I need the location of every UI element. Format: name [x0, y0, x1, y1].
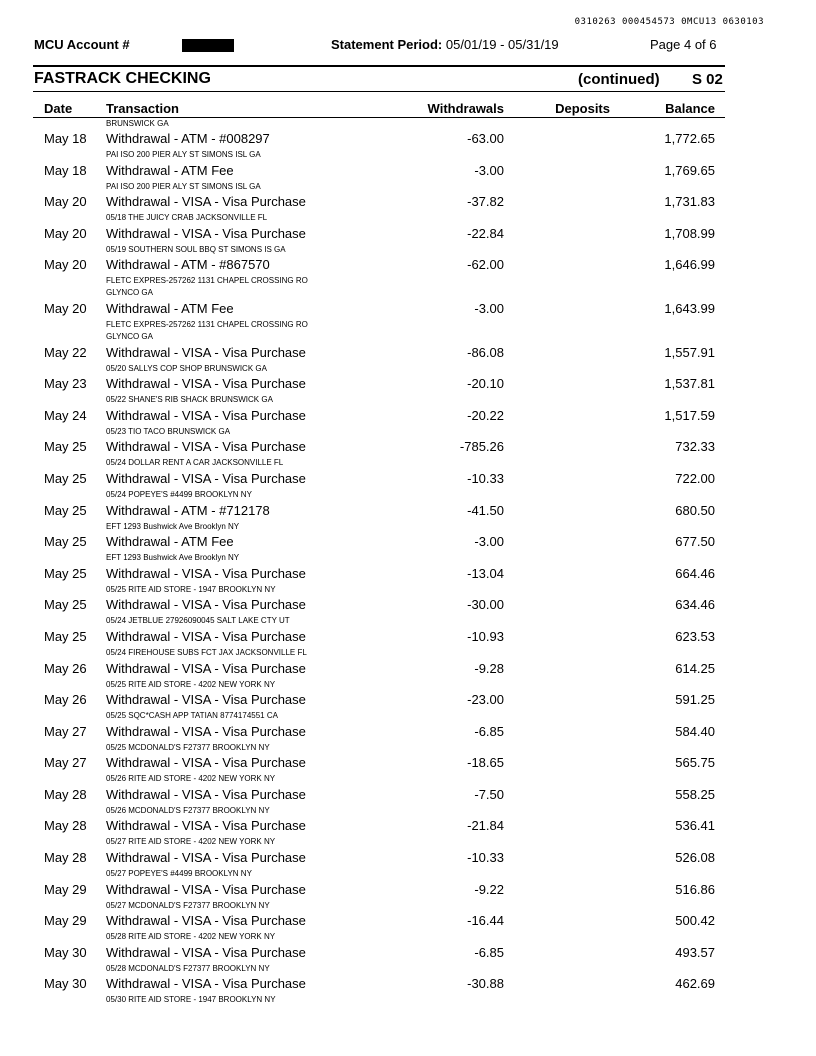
transaction-date: May 18 [44, 162, 87, 178]
transaction-row [0, 503, 816, 535]
transaction-withdrawal: -13.04 [467, 565, 504, 581]
transaction-row [0, 976, 816, 1008]
transaction-balance: 1,646.99 [664, 257, 715, 273]
transaction-row [0, 850, 816, 882]
transaction-detail: 05/27 MCDONALD'S F27377 BROOKLYN NY [106, 900, 270, 910]
transaction-withdrawal: -9.22 [474, 881, 504, 897]
column-header-date: Date [44, 101, 73, 116]
transaction-detail: 05/25 MCDONALD'S F27377 BROOKLYN NY [106, 742, 270, 752]
transaction-row [0, 257, 816, 301]
transaction-detail: 05/27 RITE AID STORE - 4202 NEW YORK NY [106, 837, 276, 847]
transaction-balance: 1,769.65 [664, 162, 715, 178]
transaction-row [0, 629, 816, 661]
transaction-detail: 05/24 DOLLAR RENT A CAR JACKSONVILLE FL [106, 458, 284, 468]
column-header-transaction: Transaction [106, 101, 179, 116]
transaction-row [0, 163, 816, 195]
section-continued: (continued) [578, 71, 660, 88]
transaction-withdrawal: -785.26 [459, 439, 504, 455]
transaction-withdrawal: -10.93 [467, 628, 504, 644]
transaction-date: May 20 [44, 257, 87, 273]
transaction-withdrawal: -22.84 [467, 225, 504, 241]
transaction-withdrawal: -3.00 [474, 300, 504, 316]
transaction-date: May 28 [44, 850, 87, 866]
transaction-withdrawal: -37.82 [467, 194, 504, 210]
transaction-detail: 05/28 RITE AID STORE - 4202 NEW YORK NY [106, 932, 276, 942]
transaction-description: Withdrawal - VISA - Visa Purchase [106, 597, 306, 613]
transaction-detail: 05/25 SQC*CASH APP TATIAN 8774174551 CA [106, 711, 278, 721]
column-header-balance: Balance [665, 101, 715, 116]
transaction-detail: 05/28 MCDONALD'S F27377 BROOKLYN NY [106, 963, 270, 973]
transaction-description: Withdrawal - VISA - Visa Purchase [106, 439, 306, 455]
transaction-detail: 05/18 THE JUICY CRAB JACKSONVILLE FL [106, 213, 268, 223]
transaction-row [0, 818, 816, 850]
column-header-withdrawals: Withdrawals [427, 101, 504, 116]
account-label: MCU Account # [34, 37, 130, 52]
column-header-rule [33, 117, 725, 118]
transaction-row [0, 787, 816, 819]
section-bottom-rule [33, 91, 725, 92]
transaction-detail: 05/26 RITE AID STORE - 4202 NEW YORK NY [106, 774, 276, 784]
transaction-date: May 20 [44, 225, 87, 241]
transaction-row [0, 345, 816, 377]
transaction-detail: 05/30 RITE AID STORE - 1947 BROOKLYN NY [106, 995, 276, 1005]
transaction-withdrawal: -16.44 [467, 913, 504, 929]
transaction-balance: 584.40 [675, 723, 715, 739]
transaction-date: May 26 [44, 692, 87, 708]
transaction-detail: 05/24 FIREHOUSE SUBS FCT JAX JACKSONVILLE FL [106, 647, 307, 657]
transaction-description: Withdrawal - VISA - Visa Purchase [106, 881, 306, 897]
transaction-balance: 1,557.91 [664, 344, 715, 360]
transaction-detail: 05/25 RITE AID STORE - 1947 BROOKLYN NY [106, 584, 276, 594]
transaction-withdrawal: -41.50 [467, 502, 504, 518]
transaction-row [0, 439, 816, 471]
transaction-balance: 680.50 [675, 502, 715, 518]
transaction-balance: 664.46 [675, 565, 715, 581]
transaction-detail: 05/23 TIO TACO BRUNSWICK GA [106, 426, 231, 436]
transaction-date: May 24 [44, 407, 87, 423]
transaction-balance: 1,537.81 [664, 376, 715, 392]
transaction-row [0, 597, 816, 629]
transaction-row [0, 131, 816, 163]
statement-barcode: 0310263 000454573 0MCU13 0630103 [574, 17, 764, 27]
transaction-date: May 29 [44, 913, 87, 929]
transaction-date: May 20 [44, 300, 87, 316]
transaction-row [0, 534, 816, 566]
period-label: Statement Period: [331, 37, 443, 52]
transaction-balance: 493.57 [675, 944, 715, 960]
transaction-withdrawal: -20.10 [467, 376, 504, 392]
transaction-description: Withdrawal - ATM - #712178 [106, 502, 270, 518]
transaction-withdrawal: -6.85 [474, 723, 504, 739]
transaction-list [0, 131, 816, 1008]
transaction-withdrawal: -62.00 [467, 257, 504, 273]
transaction-balance: 623.53 [675, 628, 715, 644]
transaction-detail: FLETC EXPRES-257262 1131 CHAPEL CROSSING RO GLYNCO GA [106, 276, 308, 298]
transaction-detail: FLETC EXPRES-257262 1131 CHAPEL CROSSING RO GLYNCO GA [106, 319, 308, 341]
transaction-date: May 25 [44, 597, 87, 613]
transaction-detail: 05/27 POPEYE'S #4499 BROOKLYN NY [106, 869, 252, 879]
transaction-description: Withdrawal - ATM Fee [106, 162, 234, 178]
transaction-row [0, 566, 816, 598]
transaction-row [0, 724, 816, 756]
transaction-withdrawal: -30.88 [467, 976, 504, 992]
transaction-row [0, 692, 816, 724]
transaction-date: May 25 [44, 565, 87, 581]
transaction-balance: 1,731.83 [664, 194, 715, 210]
transaction-row [0, 471, 816, 503]
transaction-description: Withdrawal - VISA - Visa Purchase [106, 628, 306, 644]
section-code: S 02 [692, 71, 723, 88]
transaction-row [0, 913, 816, 945]
transaction-description: Withdrawal - VISA - Visa Purchase [106, 976, 306, 992]
transaction-date: May 25 [44, 470, 87, 486]
transaction-detail: 05/24 JETBLUE 27926090045 SALT LAKE CTY UT [106, 616, 290, 626]
section-title: FASTRACK CHECKING [34, 70, 211, 87]
transaction-description: Withdrawal - ATM - #008297 [106, 131, 270, 146]
transaction-withdrawal: -20.22 [467, 407, 504, 423]
transaction-withdrawal: -63.00 [467, 131, 504, 146]
transaction-description: Withdrawal - VISA - Visa Purchase [106, 344, 306, 360]
transaction-row [0, 408, 816, 440]
transaction-row [0, 194, 816, 226]
transaction-detail: 05/19 SOUTHERN SOUL BBQ ST SIMONS IS GA [106, 244, 286, 254]
transaction-date: May 27 [44, 723, 87, 739]
transaction-detail: EFT 1293 Bushwick Ave Brooklyn NY [106, 553, 240, 563]
transaction-balance: 1,643.99 [664, 300, 715, 316]
transaction-withdrawal: -3.00 [474, 534, 504, 550]
transaction-withdrawal: -10.33 [467, 850, 504, 866]
transaction-withdrawal: -18.65 [467, 755, 504, 771]
transaction-withdrawal: -86.08 [467, 344, 504, 360]
transaction-balance: 516.86 [675, 881, 715, 897]
transaction-description: Withdrawal - VISA - Visa Purchase [106, 660, 306, 676]
transaction-description: Withdrawal - ATM Fee [106, 300, 234, 316]
transaction-date: May 29 [44, 881, 87, 897]
redacted-account-number [182, 39, 234, 52]
transaction-date: May 25 [44, 534, 87, 550]
transaction-date: May 30 [44, 976, 87, 992]
transaction-date: May 25 [44, 628, 87, 644]
transaction-description: Withdrawal - VISA - Visa Purchase [106, 692, 306, 708]
transaction-description: Withdrawal - ATM Fee [106, 534, 234, 550]
transaction-row [0, 301, 816, 345]
transaction-row [0, 945, 816, 977]
transaction-row [0, 755, 816, 787]
transaction-balance: 565.75 [675, 755, 715, 771]
transaction-date: May 27 [44, 755, 87, 771]
transaction-date: May 28 [44, 818, 87, 834]
transaction-withdrawal: -7.50 [474, 786, 504, 802]
transaction-detail: 05/22 SHANE'S RIB SHACK BRUNSWICK GA [106, 395, 273, 405]
transaction-row [0, 661, 816, 693]
transaction-description: Withdrawal - VISA - Visa Purchase [106, 407, 306, 423]
transaction-description: Withdrawal - VISA - Visa Purchase [106, 225, 306, 241]
transaction-withdrawal: -6.85 [474, 944, 504, 960]
transaction-balance: 1,772.65 [664, 131, 715, 146]
transaction-description: Withdrawal - VISA - Visa Purchase [106, 194, 306, 210]
transaction-withdrawal: -10.33 [467, 470, 504, 486]
column-header-deposits: Deposits [555, 101, 610, 116]
transaction-withdrawal: -21.84 [467, 818, 504, 834]
page-number: Page 4 of 6 [650, 37, 717, 52]
transaction-date: May 23 [44, 376, 87, 392]
transaction-balance: 526.08 [675, 850, 715, 866]
transaction-row [0, 226, 816, 258]
transaction-balance: 722.00 [675, 470, 715, 486]
transaction-description: Withdrawal - VISA - Visa Purchase [106, 818, 306, 834]
transaction-balance: 591.25 [675, 692, 715, 708]
transaction-detail: EFT 1293 Bushwick Ave Brooklyn NY [106, 521, 240, 531]
transaction-balance: 558.25 [675, 786, 715, 802]
transaction-withdrawal: -30.00 [467, 597, 504, 613]
transaction-balance: 462.69 [675, 976, 715, 992]
transaction-description: Withdrawal - VISA - Visa Purchase [106, 850, 306, 866]
carryover-detail: BRUNSWICK GA [106, 119, 169, 128]
transaction-description: Withdrawal - VISA - Visa Purchase [106, 723, 306, 739]
transaction-description: Withdrawal - VISA - Visa Purchase [106, 755, 306, 771]
transaction-description: Withdrawal - VISA - Visa Purchase [106, 376, 306, 392]
transaction-withdrawal: -23.00 [467, 692, 504, 708]
transaction-date: May 22 [44, 344, 87, 360]
transaction-date: May 25 [44, 439, 87, 455]
transaction-date: May 20 [44, 194, 87, 210]
transaction-description: Withdrawal - VISA - Visa Purchase [106, 786, 306, 802]
transaction-description: Withdrawal - VISA - Visa Purchase [106, 944, 306, 960]
transaction-balance: 536.41 [675, 818, 715, 834]
period-value: 05/01/19 - 05/31/19 [445, 37, 559, 52]
transaction-date: May 28 [44, 786, 87, 802]
transaction-row [0, 882, 816, 914]
transaction-balance: 1,708.99 [664, 225, 715, 241]
transaction-date: May 30 [44, 944, 87, 960]
transaction-date: May 18 [44, 131, 87, 146]
transaction-date: May 25 [44, 502, 87, 518]
transaction-row [0, 376, 816, 408]
transaction-detail: 05/24 POPEYE'S #4499 BROOKLYN NY [106, 489, 252, 499]
transaction-detail: PAI ISO 200 PIER ALY ST SIMONS ISL GA [106, 150, 261, 159]
transaction-detail: PAI ISO 200 PIER ALY ST SIMONS ISL GA [106, 181, 261, 191]
transaction-withdrawal: -9.28 [474, 660, 504, 676]
transaction-description: Withdrawal - ATM - #867570 [106, 257, 270, 273]
transaction-withdrawal: -3.00 [474, 162, 504, 178]
statement-period [331, 37, 559, 52]
transaction-description: Withdrawal - VISA - Visa Purchase [106, 913, 306, 929]
transaction-description: Withdrawal - VISA - Visa Purchase [106, 565, 306, 581]
transaction-description: Withdrawal - VISA - Visa Purchase [106, 470, 306, 486]
transaction-detail: 05/26 MCDONALD'S F27377 BROOKLYN NY [106, 805, 270, 815]
transaction-balance: 634.46 [675, 597, 715, 613]
transaction-balance: 500.42 [675, 913, 715, 929]
transaction-balance: 732.33 [675, 439, 715, 455]
transaction-detail: 05/20 SALLYS COP SHOP BRUNSWICK GA [106, 363, 267, 373]
transaction-balance: 677.50 [675, 534, 715, 550]
transaction-detail: 05/25 RITE AID STORE - 4202 NEW YORK NY [106, 679, 276, 689]
transaction-date: May 26 [44, 660, 87, 676]
transaction-balance: 614.25 [675, 660, 715, 676]
section-top-rule [33, 65, 725, 67]
transaction-balance: 1,517.59 [664, 407, 715, 423]
